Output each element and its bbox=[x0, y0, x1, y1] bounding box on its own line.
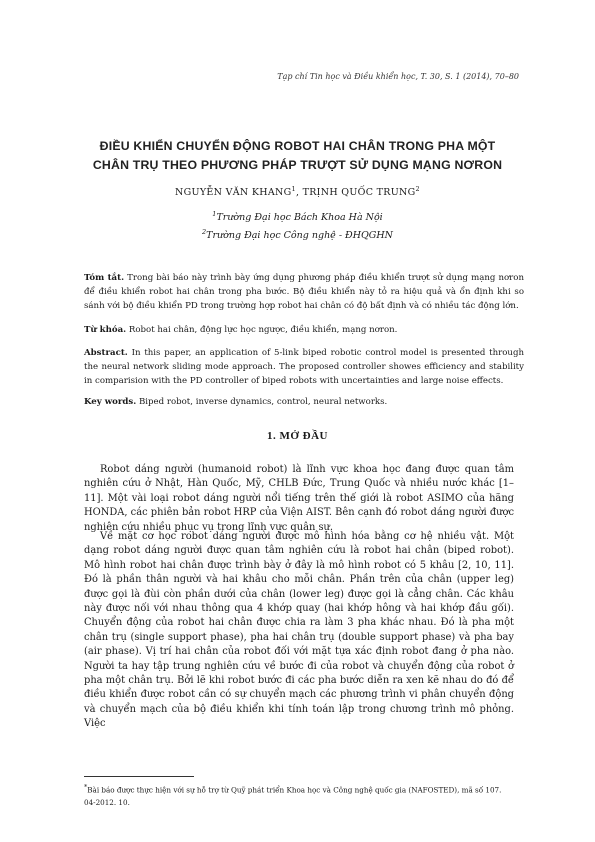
affiliation-1-text: Trường Đại học Bách Khoa Hà Nội bbox=[216, 212, 383, 224]
abstract-vietnamese bbox=[84, 271, 524, 313]
affiliation-1 bbox=[0, 210, 595, 223]
authors bbox=[0, 185, 595, 198]
footnote-mark: * bbox=[84, 783, 88, 791]
title-line-1: ĐIỀU KHIỂN CHUYỂN ĐỘNG ROBOT HAI CHÂN TRONG PHA MỘT bbox=[99, 139, 496, 153]
footnote-divider bbox=[84, 776, 194, 777]
affiliation-2-mark: 2 bbox=[202, 228, 207, 236]
affiliation-2 bbox=[0, 228, 595, 241]
keywords-en-text: Biped robot, inverse dynamics, control, neural networks. bbox=[138, 397, 388, 407]
author-1-mark: 1 bbox=[291, 185, 296, 193]
paper-title bbox=[60, 137, 535, 175]
author-2: TRỊNH QUỐC TRUNG bbox=[302, 187, 416, 199]
affiliation-2-text: Trường Đại học Công nghệ - ĐHQGHN bbox=[206, 230, 393, 242]
abstract-en-label: Abstract. bbox=[84, 348, 128, 358]
author-1: NGUYỄN VĂN KHANG bbox=[175, 187, 292, 199]
keywords-english bbox=[84, 395, 524, 409]
paragraph-1: Robot dáng người (humanoid robot) là lĩnh vực khoa học đang được quan tâm nghiên cứu ở Nhật, Hàn Quốc, Mỹ, CHLB Đức, Trung Quốc và nhiều nước khác [1–11]. Một vài loại robot dáng người nổi tiếng trên thế giới là robot ASIMO của hãng HONDA, các phiên bản robot HRP của Viện AIST. Bên cạnh đó robot dáng người được nghiên cứu nhiều phục vụ trong lĩnh vực quân sự. bbox=[84, 464, 514, 533]
keywords-vi-label: Từ khóa. bbox=[84, 325, 127, 335]
journal-header: Tạp chí Tin học và Điều khiển học, T. 30, S. 1 (2014), 70–80 bbox=[277, 72, 519, 81]
keywords-en-label: Key words. bbox=[84, 397, 137, 407]
section-heading: 1. MỞ ĐẦU bbox=[266, 430, 329, 442]
abstract-english bbox=[84, 346, 524, 388]
author-separator: , bbox=[295, 187, 303, 199]
keywords-vi-text: Robot hai chân, động lực học ngược, điều khiển, mạng nơron. bbox=[128, 325, 398, 335]
abstract-vi-text: Trong bài báo này trình bày ứng dụng phương pháp điều khiển trượt sử dụng mạng nơron để điều khiển robot hai chân trong pha bước. Bộ điều khiển này tỏ ra hiệu quả và ổn định khi so sánh với bộ điều khiển PD trong trường hợp robot hai chân có độ bất định và có nhiều tác động lớn. bbox=[84, 273, 524, 311]
paragraph-2: Về mặt cơ học robot dáng người được mô hình hóa bằng cơ hệ nhiều vật. Một dạng robot dáng người được quan tâm nghiên cứu là robot hai chân (biped robot). Mô hình robot hai chân được trình bày ở đây là mô hình robot có 5 khâu [2, 10, 11]. Đó là phần thân người và hai khâu cho mỗi chân. Phần trên của chân (upper leg) được gọi là đùi còn phần dưới của chân (lower leg) được gọi là cẳng chân. Các khâu này được nối với nhau thông qua 4 khớp quay (hai khớp hông và hai khớp đầu gối). Chuyển động của robot hai chân được chia ra làm 3 pha khác nhau. Đó là pha một chân trụ (single support phase), pha hai chân trụ (double support phase) và pha bay (air phase). Vị trí hai chân của robot đối với mặt tựa xác định robot đang ở pha nào. Người ta hay tập trung nghiên cứu về bước đi của robot và chuyển động của robot ở pha một chân trụ. Bởi lẽ khi robot bước đi các pha bước diễn ra xen kẽ nhau do đó để điều khiển được robot cần có sự chuyển mạch các phương trình vi phân chuyển động và chuyển mạch của bộ điều khiển khi tính toán lập trong chương trình mô phỏng. Việc bbox=[84, 531, 514, 730]
affiliation-1-mark: 1 bbox=[212, 210, 217, 218]
title-line-2: CHÂN TRỤ THEO PHƯƠNG PHÁP TRƯỢT SỬ DỤNG MẠNG NƠRON bbox=[92, 158, 503, 172]
abstract-vi-label: Tóm tắt. bbox=[84, 273, 125, 283]
author-2-mark: 2 bbox=[415, 185, 420, 193]
keywords-vietnamese bbox=[84, 323, 524, 337]
footnote-text: Bài báo được thực hiện với sự hỗ trợ từ Quỹ phát triển Khoa học và Công nghệ quốc gia (NAFOSTED), mã số 107. 04-2012. 10. bbox=[84, 785, 502, 808]
abstract-en-text: In this paper, an application of 5-link biped robotic control model is presented through the neural network sliding mode approach. The proposed controller showes efficiency and stability in comparision with the PD controller of biped robots with uncertainties and large noise effects. bbox=[84, 348, 525, 386]
footnote bbox=[84, 781, 514, 809]
